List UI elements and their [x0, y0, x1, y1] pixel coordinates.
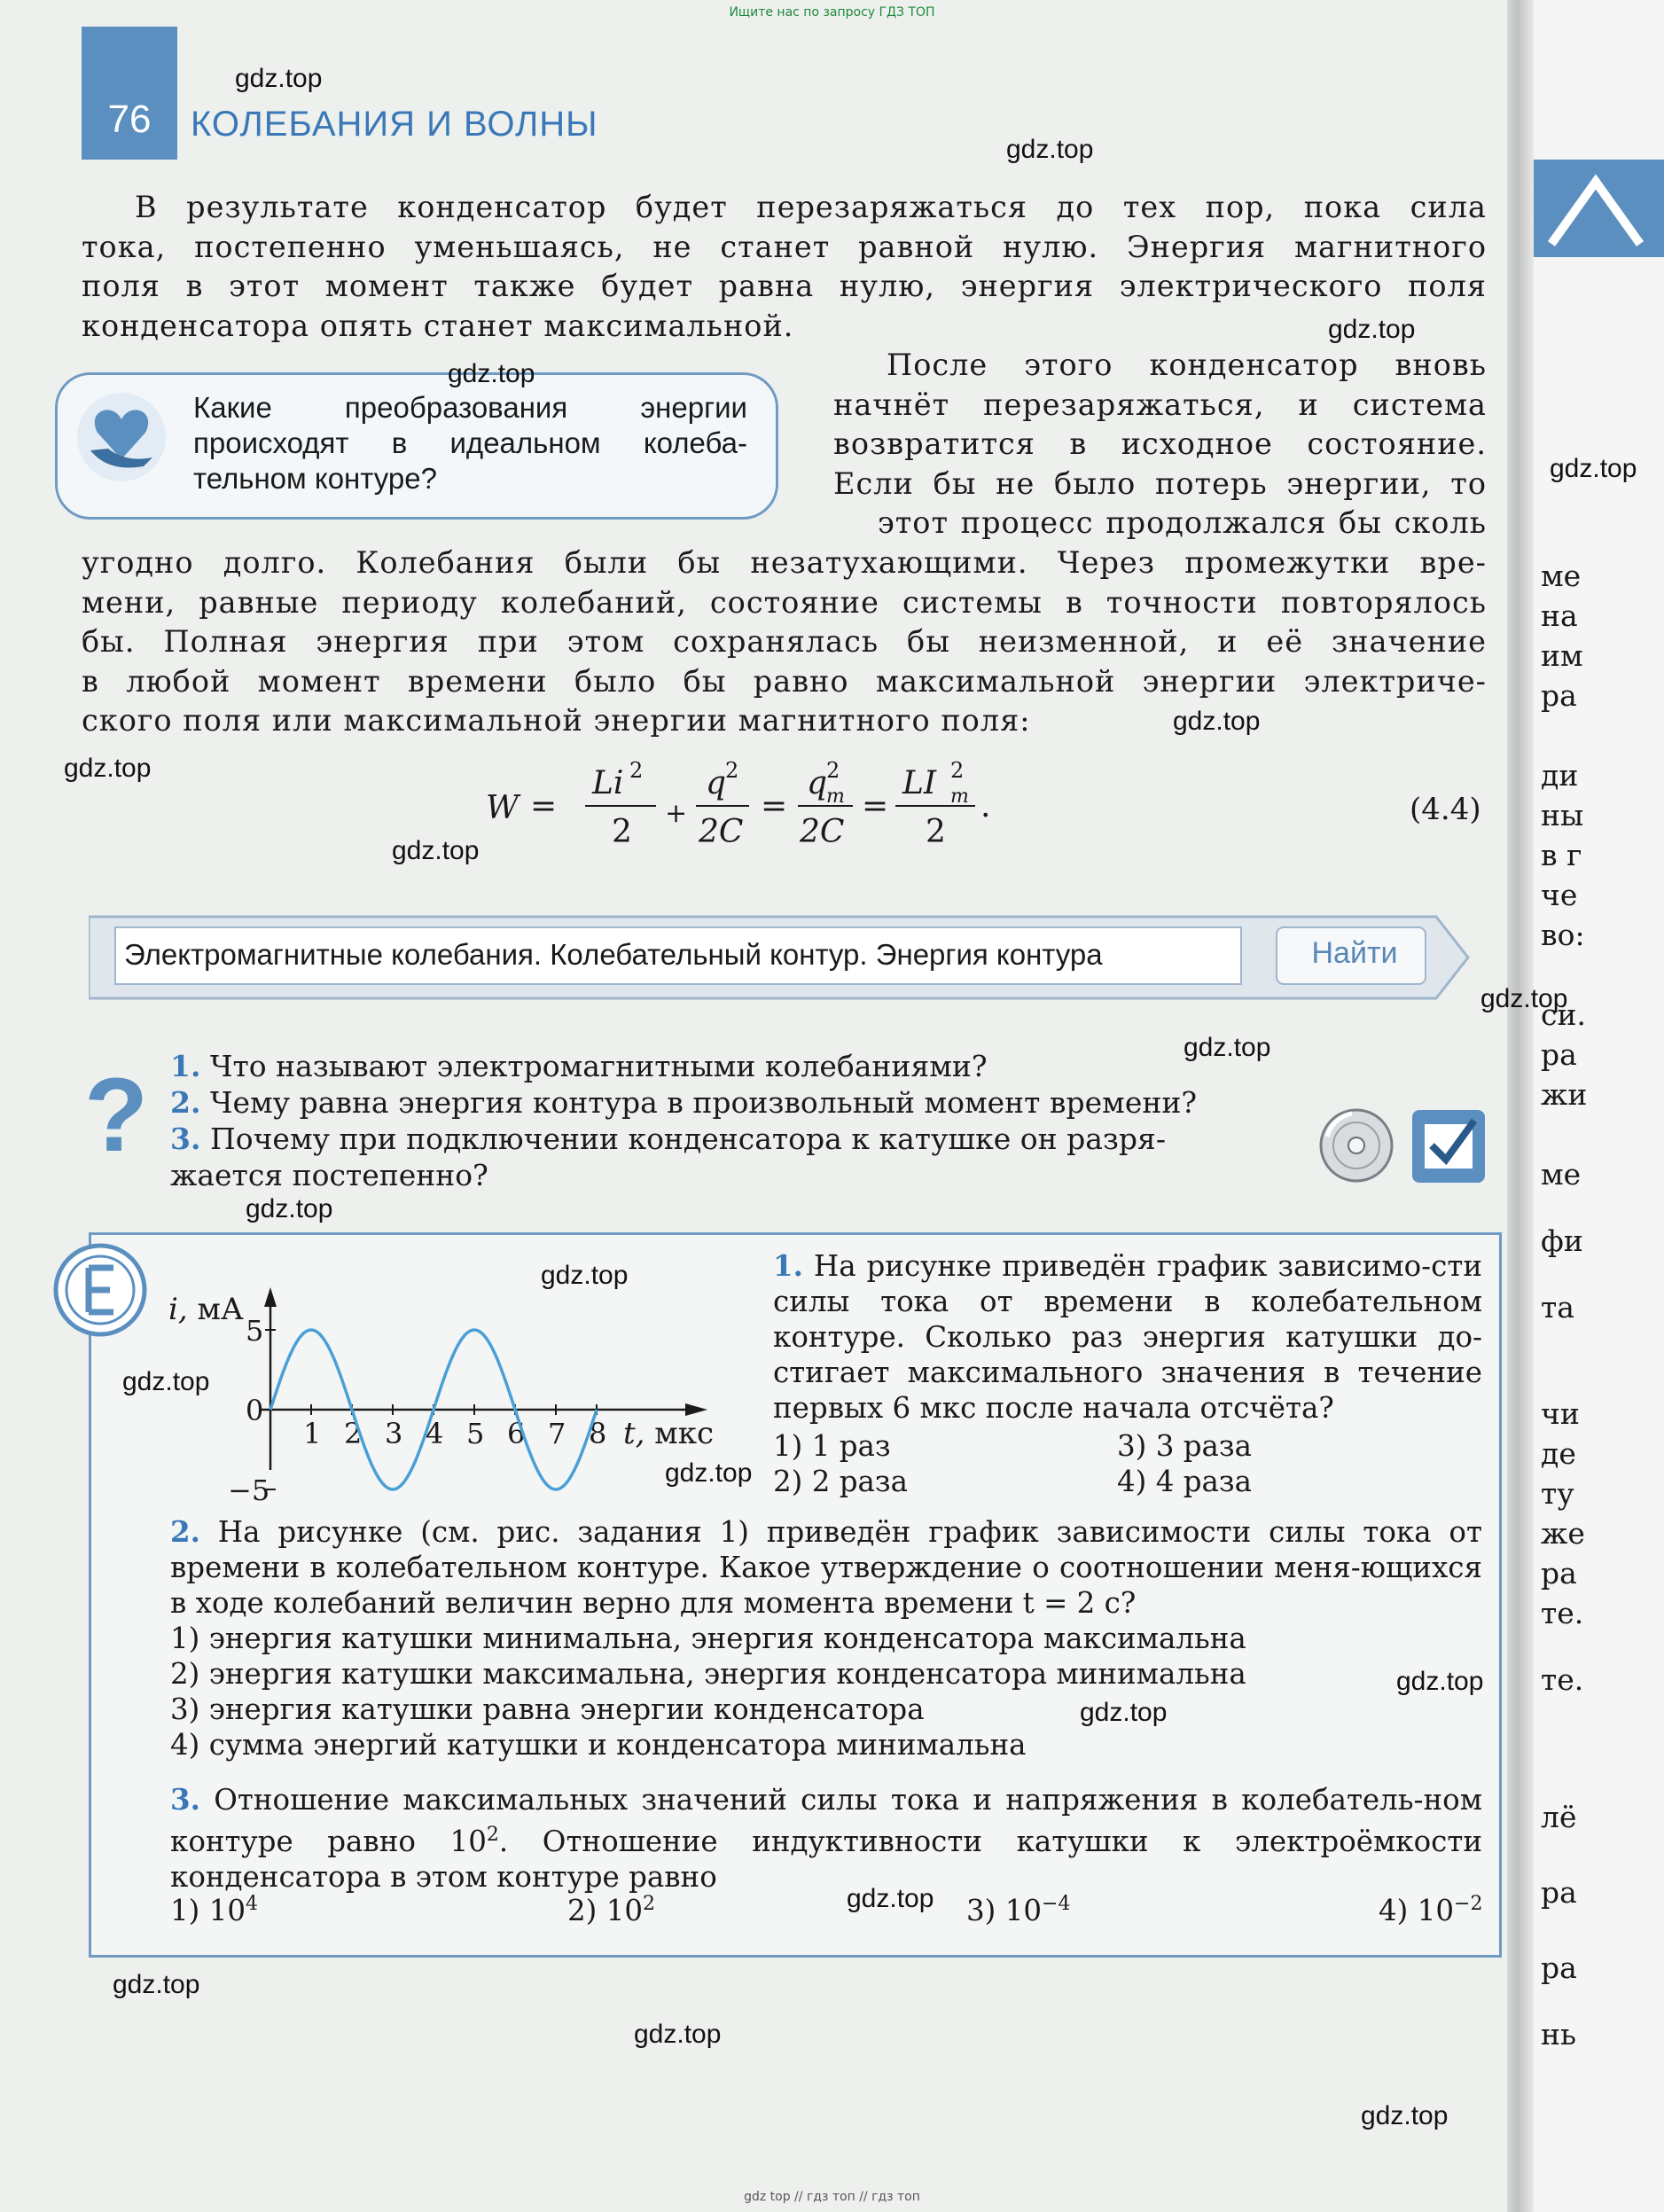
task-text-rest: . Отношение индуктивности катушки к электроёмкости конденсатора в этом контуре равно — [170, 1824, 1482, 1894]
text-line: этот процесс продолжался бы сколь — [878, 505, 1487, 540]
x-tick-label: 2 — [344, 1417, 363, 1450]
task-text: На рисунке (см. рис. задания 1) приведён график зависимости силы тока от времени в колебательном контуре. Какое утверждение о соотношении меня-ющихся в ходе колебаний величин верно для момента времени t = 2 с? — [170, 1515, 1482, 1620]
question-3-continued: жается постепенно? — [170, 1158, 488, 1192]
task2-option: 2) энергия катушки максимальна, энергия конденсатора минимальна — [170, 1657, 1246, 1691]
y-tick-label: 5 — [246, 1314, 264, 1348]
formula-t4-exp: 2 — [950, 758, 965, 783]
x-tick-label: 6 — [507, 1417, 526, 1450]
text-line: угодно долго. Колебания были бы незатухающими. Через промежутки вре- — [82, 545, 1487, 580]
right-page-fragment: ра — [1541, 1875, 1577, 1910]
y-tick-label: 0 — [246, 1394, 264, 1427]
checkbox-task-icon — [1412, 1110, 1485, 1183]
right-page-fragment: ра — [1541, 678, 1577, 713]
x-axis-arrow — [685, 1403, 707, 1416]
cd-disc-icon — [1321, 1110, 1392, 1181]
right-page-fragment: де — [1541, 1436, 1576, 1471]
watermark: gdz.top — [1080, 1698, 1168, 1727]
question-list — [170, 1048, 1438, 1193]
watermark: gdz.top — [847, 1884, 934, 1913]
formula-t3-sub: m — [826, 786, 845, 808]
task3-answer-4: 4) $10^{-2}$ — [1379, 1893, 1483, 1927]
question-3 — [170, 1121, 1438, 1157]
right-page-fragment: на — [1541, 598, 1578, 633]
right-page-fragment: ме — [1541, 559, 1582, 593]
task-1 — [773, 1248, 1482, 1426]
watermark: gdz.top — [1006, 135, 1094, 164]
formula-t1-num: Li — [592, 765, 624, 801]
watermark: gdz.top — [1184, 1033, 1271, 1062]
x-tick-label: 5 — [466, 1417, 485, 1450]
watermark: gdz.top — [1396, 1667, 1484, 1696]
page-number: 76 — [107, 98, 152, 141]
watermark: gdz.top — [1173, 707, 1261, 736]
formula-t2-num: q — [706, 765, 727, 801]
x-tick-label: 7 — [548, 1417, 566, 1450]
question-number: 1. — [170, 1049, 201, 1083]
right-page-fragment: ту — [1541, 1476, 1574, 1511]
chapter-title: КОЛЕБАНИЯ И ВОЛНЫ — [191, 105, 598, 144]
formula-lhs: W — [486, 790, 520, 826]
question-text: Что называют электромагнитными колебаниями? — [209, 1049, 988, 1083]
task1-answer-1: 1) 1 раз — [773, 1429, 891, 1463]
x-tick-label: 4 — [426, 1417, 444, 1450]
callout-question: Какие преобразования энергии происходят в идеальном колеба-тельном контуре? — [193, 391, 747, 495]
paragraph-1 — [82, 188, 1487, 346]
task-3 — [170, 1782, 1482, 1895]
right-page-fragment: ны — [1541, 798, 1584, 832]
text-line: бы. Полная энергия при этом сохранялась бы неизменной, и её значение — [82, 624, 1487, 659]
y-tick-label: −5 — [228, 1473, 270, 1507]
watermark: gdz.top — [392, 836, 480, 865]
watermark: gdz.top — [665, 1458, 753, 1488]
formula-t1-exp: 2 — [629, 758, 644, 783]
watermark: gdz.top — [448, 359, 535, 388]
text-line: начнёт перезаряжаться, и система — [833, 387, 1487, 422]
media-icons — [1316, 1101, 1494, 1193]
task1-answer-4: 4) 4 раза — [1117, 1465, 1252, 1498]
text-line: ского поля или максимальной энергии магнитного поля: — [82, 703, 1031, 738]
formula-t2-exp: 2 — [725, 758, 739, 783]
formula-number: (4.4) — [1410, 792, 1481, 827]
text-line: в любой момент времени было бы равно максимальной энергии электриче- — [82, 663, 1487, 699]
formula-t3-den: 2C — [800, 814, 845, 850]
right-page-fragment: те. — [1541, 1662, 1584, 1697]
text-line: конденсатора опять станет максимальной. — [82, 308, 794, 343]
text-line: мени, равные периоду колебаний, состояние системы в точности повторялось — [82, 584, 1487, 620]
formula-t4-den: 2 — [926, 814, 946, 850]
right-page-fragment: ра — [1541, 1556, 1577, 1591]
text-line: Если бы не было потерь энергии, то — [833, 465, 1487, 501]
y-axis-arrow — [264, 1287, 277, 1307]
task-text-exp: 2 — [486, 1824, 499, 1846]
right-page-fragment: ра — [1541, 1950, 1577, 1985]
task3-answer-1: 1) $10^4$ — [170, 1893, 259, 1927]
right-page-fragment: фи — [1541, 1223, 1583, 1258]
formula-t3-num: q — [807, 765, 828, 801]
watermark: gdz.top — [634, 2020, 722, 2049]
watermark: gdz.top — [122, 1367, 210, 1396]
text-line: В результате конденсатор будет перезаряжаться до тех пор, пока сила — [135, 190, 1487, 224]
task2-option: 1) энергия катушки минимальна, энергия конденсатора максимальна — [170, 1622, 1246, 1655]
formula-eq-3: = — [862, 788, 889, 825]
task-number: 2. — [170, 1514, 200, 1549]
energy-formula — [479, 758, 1028, 856]
question-text: Чему равна энергия контура в произвольный момент времени? — [209, 1085, 1198, 1120]
watermark: gdz.top — [246, 1194, 333, 1223]
book-spine — [1507, 0, 1534, 2212]
heart-hand-icon — [73, 388, 170, 486]
task-number: 3. — [170, 1782, 200, 1817]
watermark: gdz.top — [235, 64, 323, 93]
watermark: gdz.top — [1550, 454, 1637, 483]
formula-t2-den: 2C — [699, 814, 744, 850]
watermark: gdz.top — [64, 754, 152, 783]
formula-eq: = — [530, 788, 558, 825]
x-tick-label: 8 — [589, 1417, 607, 1450]
right-page-corner-tab — [1534, 160, 1664, 266]
question-number: 3. — [170, 1122, 201, 1156]
watermark: gdz.top — [1361, 2101, 1449, 2130]
right-page-fragment: жи — [1541, 1077, 1588, 1112]
y-axis-label: i, мА — [168, 1292, 244, 1327]
right-page-fragment: та — [1541, 1290, 1574, 1325]
right-page-fragment: лё — [1541, 1800, 1577, 1834]
task1-answer-2: 2) 2 раза — [773, 1465, 908, 1498]
x-tick-label: 1 — [303, 1417, 322, 1450]
task-number: 1. — [773, 1248, 803, 1283]
task3-answer-3: 3) $10^{-4}$ — [966, 1893, 1071, 1927]
x-tick-label: 3 — [385, 1417, 403, 1450]
task2-option: 3) энергия катушки равна энергии конденсатора — [170, 1692, 925, 1726]
task1-answer-3: 3) 3 раза — [1117, 1429, 1252, 1463]
right-page-fragment: ди — [1541, 758, 1579, 793]
formula-t1-den: 2 — [612, 814, 632, 850]
right-page-fragment: чи — [1541, 1396, 1580, 1431]
right-page-fragment: ра — [1541, 1037, 1577, 1072]
task2-option: 4) сумма энергий катушки и конденсатора минимальна — [170, 1728, 1027, 1762]
watermark: gdz.top — [541, 1261, 629, 1290]
right-page-fragment: че — [1541, 878, 1578, 912]
ege-logo-icon — [51, 1241, 149, 1339]
top-note: Ищите нас по запросу ГДЗ ТОП — [729, 5, 935, 20]
task-text: Отношение максимальных значений силы тока и напряжения в колебатель-ном контуре равно 10 — [170, 1783, 1482, 1858]
formula-plus: + — [665, 798, 688, 829]
right-page-fragment: си. — [1541, 997, 1586, 1032]
text-line: поля в этот момент также будет равна нулю, энергия электрического поля — [82, 269, 1487, 303]
question-text: Почему при подключении конденсатора к катушке он разря- — [209, 1122, 1166, 1156]
question-number: 2. — [170, 1085, 201, 1120]
formula-eq-2: = — [761, 788, 788, 825]
right-page-fragment: ме — [1541, 1157, 1582, 1192]
watermark: gdz.top — [1480, 984, 1568, 1013]
x-axis-label: t, мкс — [623, 1416, 715, 1451]
formula-end: . — [980, 788, 991, 825]
text-line: После этого конденсатор вновь — [887, 348, 1487, 382]
right-page-fragment: те. — [1541, 1596, 1584, 1630]
paragraph-2-right — [833, 346, 1487, 543]
formula-t4-sub: m — [950, 786, 969, 808]
bottom-note: gdz top // гдз топ // гдз топ — [744, 2190, 920, 2204]
current-time-chart — [151, 1241, 718, 1507]
task3-answer-2: 2) $10^2$ — [567, 1893, 656, 1927]
right-page — [1534, 0, 1664, 2212]
watermark: gdz.top — [113, 1970, 200, 1999]
right-page-fragment: в г — [1541, 838, 1582, 872]
right-page-fragment: во: — [1541, 918, 1585, 952]
task-text: На рисунке приведён график зависимо-сти силы тока от времени в колебательном контуре. Сколько раз энергия катушки до-стигает максимального значения в течение первых 6 мкс после начала отсчёта? — [773, 1249, 1482, 1425]
right-page-fragment: нь — [1541, 2017, 1576, 2052]
right-page-fragment: же — [1541, 1516, 1585, 1551]
formula-t3-exp: 2 — [826, 758, 840, 783]
right-page-fragment: им — [1541, 638, 1583, 673]
question-mark-icon: ? — [84, 1057, 149, 1174]
search-input[interactable]: Электромагнитные колебания. Колебательный контур. Энергия контура — [124, 938, 1103, 971]
formula-t4-num: LI — [902, 765, 937, 801]
watermark: gdz.top — [1328, 315, 1416, 344]
text-line: тока, постепенно уменьшаясь, не станет равной нулю. Энергия магнитного — [82, 229, 1487, 264]
task-2 — [170, 1514, 1482, 1763]
text-line: возвратится в исходное состояние. — [833, 426, 1487, 461]
question-2 — [170, 1084, 1438, 1121]
find-button[interactable]: Найти — [1311, 936, 1398, 970]
paragraph-2-full — [82, 543, 1487, 741]
